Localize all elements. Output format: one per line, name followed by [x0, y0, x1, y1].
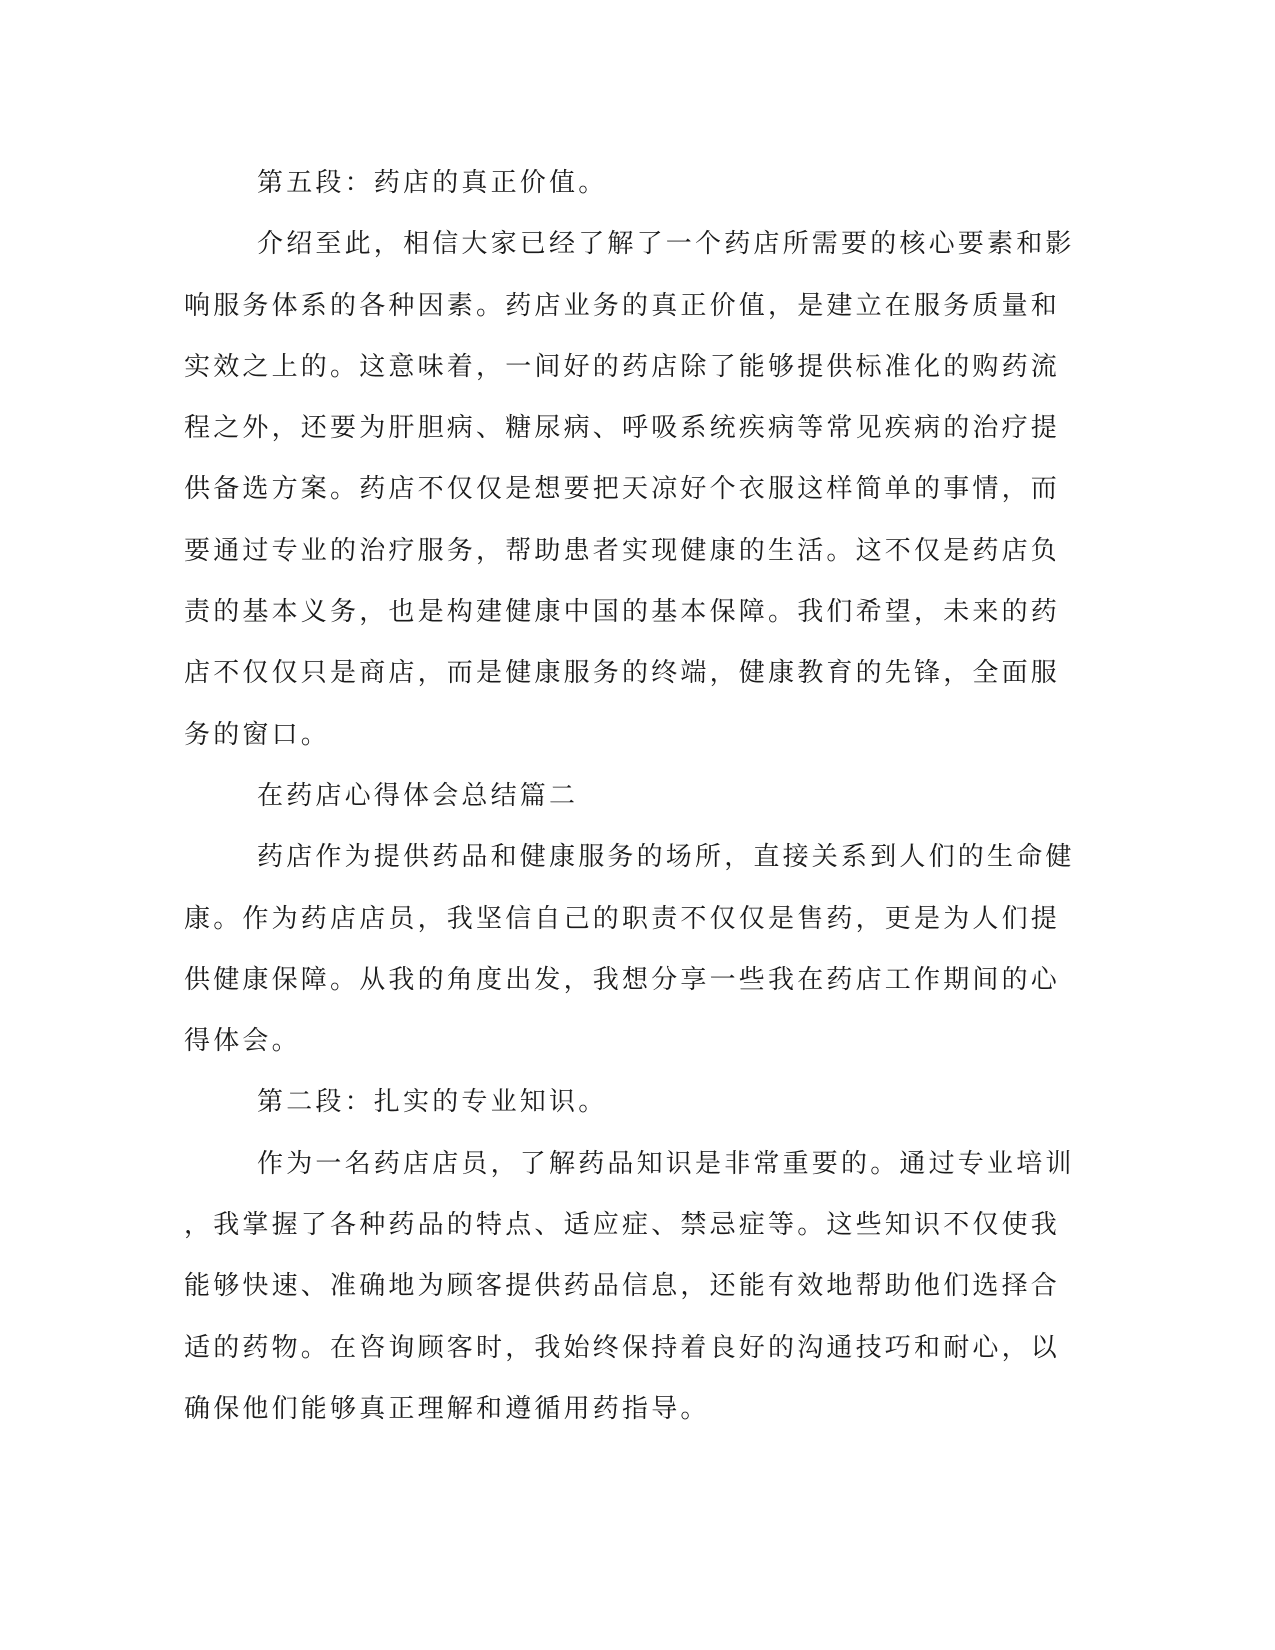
text-line: 得体会。: [184, 1026, 301, 1057]
text-line: 在药店心得体会总结篇二: [257, 780, 579, 811]
text-line: 确保他们能够真正理解和遵循用药指导。: [184, 1393, 710, 1424]
text-line: 供健康保障。从我的角度出发，我想分享一些我在药店工作期间的心: [184, 964, 1061, 995]
paragraph-intro: [184, 827, 1075, 1072]
document-body: [184, 153, 1075, 1440]
text-line: 能够快速、准确地为顾客提供药品信息，还能有效地帮助他们选择合: [184, 1271, 1061, 1302]
section-heading-five: [184, 153, 1044, 214]
text-line: 责的基本义务，也是构建健康中国的基本保障。我们希望，未来的药: [184, 597, 1061, 628]
text-line: 康。作为药店店员，我坚信自己的职责不仅仅是售药，更是为人们提: [184, 903, 1061, 934]
text-line: 响服务体系的各种因素。药店业务的真正价值，是建立在服务质量和: [184, 290, 1061, 321]
text-line: 第五段：药店的真正价值。: [257, 168, 608, 198]
text-line: 适的药物。在咨询顾客时，我始终保持着良好的沟通技巧和耐心，以: [184, 1332, 1061, 1363]
text-line: 实效之上的。这意味着，一间好的药店除了能够提供标准化的购药流: [184, 351, 1061, 382]
text-line: 要通过专业的治疗服务，帮助患者实现健康的生活。这不仅是药店负: [184, 535, 1061, 566]
paragraph-professional-knowledge: [184, 1134, 1075, 1440]
text-line: 店不仅仅只是商店，而是健康服务的终端，健康教育的先锋，全面服: [184, 658, 1061, 689]
text-line: 供备选方案。药店不仅仅是想要把天凉好个衣服这样简单的事情，而: [184, 474, 1061, 505]
text-line: 作为一名药店店员，了解药品知识是非常重要的。通过专业培训: [257, 1148, 1075, 1179]
text-line: 务的窗口。: [184, 719, 331, 750]
text-line: ，我掌握了各种药品的特点、适应症、禁忌症等。这些知识不仅使我: [184, 1210, 1061, 1241]
text-line: 介绍至此，相信大家已经了解了一个药店所需要的核心要素和影: [257, 229, 1075, 260]
text-line: 第二段：扎实的专业知识。: [257, 1087, 608, 1118]
text-line: 药店作为提供药品和健康服务的场所，直接关系到人们的生命健: [257, 842, 1075, 873]
text-line: 程之外，还要为肝胆病、糖尿病、呼吸系统疾病等常见疾病的治疗提: [184, 413, 1061, 444]
article-title-part-two: [184, 766, 1044, 827]
section-heading-two: [184, 1072, 1044, 1133]
paragraph-true-value: [184, 214, 1075, 766]
